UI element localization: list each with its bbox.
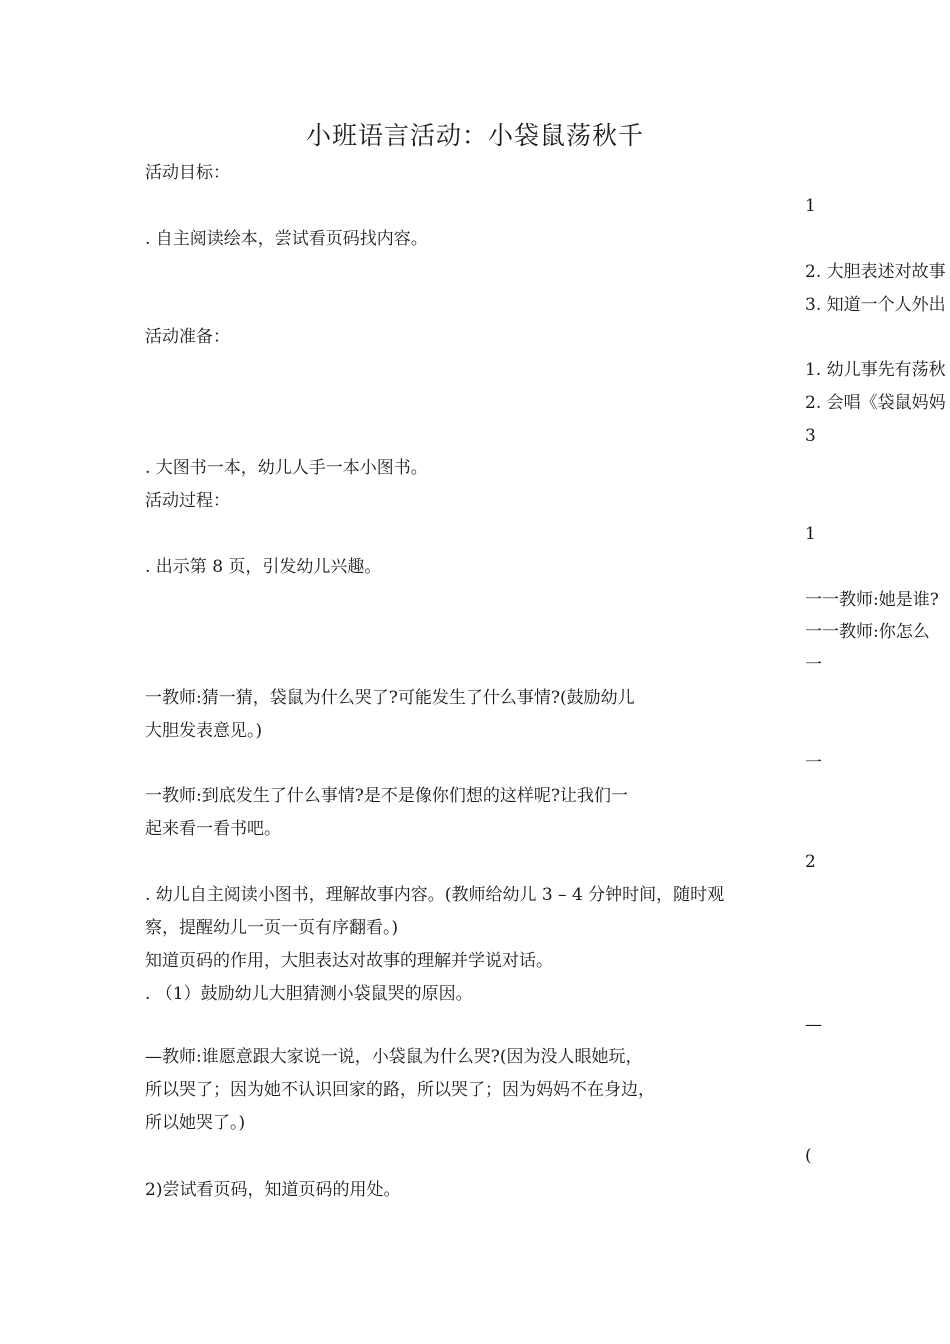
paragraph-line: 一教师:猜一猜，袋鼠为什么哭了?可能发生了什么事情?(鼓励幼儿 xyxy=(145,688,635,708)
paragraph-line: . （1）鼓励幼儿大胆猜测小袋鼠哭的原因。 xyxy=(145,984,473,1004)
heading-activity-process: 活动过程： xyxy=(145,491,230,511)
side-fragment: 3 xyxy=(805,426,816,446)
side-fragment: 2. 大胆表述对故事 xyxy=(805,262,946,282)
side-fragment: — xyxy=(805,1015,822,1035)
preparation-item-3: . 大图书一本，幼儿人手一本小图书。 xyxy=(145,458,428,478)
side-fragment: 一一教师:她是谁? xyxy=(805,590,939,610)
heading-activity-goals: 活动目标： xyxy=(145,163,230,183)
side-fragment: ( xyxy=(805,1146,812,1166)
paragraph-line: 所以她哭了。) xyxy=(145,1113,246,1133)
side-fragment: 1 xyxy=(805,196,816,216)
side-fragment: 一 xyxy=(805,753,822,773)
side-fragment: 1 xyxy=(805,524,816,544)
side-fragment: 2 xyxy=(805,852,816,872)
paragraph-line: 起来看一看书吧。 xyxy=(145,819,281,839)
paragraph-line: —教师:谁愿意跟大家说一说，小袋鼠为什么哭?(因为没人眼她玩， xyxy=(145,1047,643,1067)
side-fragment: 一 xyxy=(805,655,822,675)
document-title: 小班语言活动：小袋鼠荡秋千 xyxy=(305,121,644,150)
goal-item-1: . 自主阅读绘本，尝试看页码找内容。 xyxy=(145,229,428,249)
paragraph-line: 大胆发表意见。) xyxy=(145,721,263,741)
paragraph-line: 察，提醒幼儿一页一页有序翻看。) xyxy=(145,918,399,938)
side-fragment: 2. 会唱《袋鼠妈妈 xyxy=(805,393,946,413)
side-fragment: 一一教师:你怎么 xyxy=(805,622,930,642)
process-step-1: . 出示第 8 页，引发幼儿兴趣。 xyxy=(145,557,382,577)
side-fragment: 3. 知道一个人外出 xyxy=(805,295,946,315)
paragraph-line: . 幼儿自主阅读小图书，理解故事内容。(教师给幼儿 3 – 4 分钟时间，随时观 xyxy=(145,885,725,905)
heading-activity-preparation: 活动准备： xyxy=(145,327,230,347)
paragraph-line: 知道页码的作用，大胆表达对故事的理解并学说对话。 xyxy=(145,951,553,971)
paragraph-line: 2)尝试看页码，知道页码的用处。 xyxy=(145,1180,401,1200)
paragraph-line: 一教师:到底发生了什么事情?是不是像你们想的这样呢?让我们一 xyxy=(145,786,628,806)
side-fragment: 1. 幼儿事先有荡秋 xyxy=(805,360,946,380)
paragraph-line: 所以哭了；因为她不认识回家的路，所以哭了；因为妈妈不在身边， xyxy=(145,1080,655,1100)
